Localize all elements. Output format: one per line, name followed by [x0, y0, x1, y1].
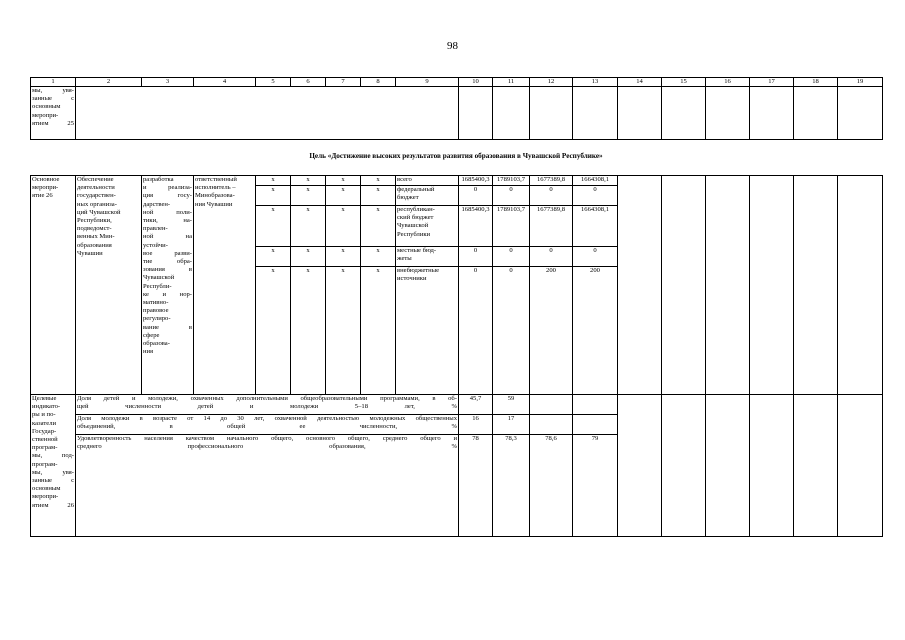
value-cell: 200	[573, 267, 618, 395]
value-cell: 59	[493, 395, 530, 415]
col-number: 17	[750, 78, 794, 87]
value-cell: 1789103,7	[493, 206, 530, 247]
code-cell: x	[361, 267, 396, 395]
funding-source: федеральный бюджет	[396, 186, 459, 206]
code-cell: x	[326, 186, 361, 206]
code-cell: x	[361, 247, 396, 267]
value-cell: 78,6	[530, 435, 573, 537]
code-cell: x	[326, 176, 361, 186]
continuation-row	[31, 87, 883, 140]
code-cell: x	[291, 186, 326, 206]
funding-source: всего	[396, 176, 459, 186]
code-cell: x	[361, 206, 396, 247]
col-number: 19	[838, 78, 883, 87]
value-cell: 1685400,3	[459, 206, 493, 247]
code-cell: x	[291, 247, 326, 267]
indicator-text: Доля детей и молодежи, охваченных дополнительными общеобразовательными программами, в об- щей численности детей и молодежи 5–18 лет, %	[76, 395, 459, 415]
value-cell: 45,7	[459, 395, 493, 415]
value-cell: 1664308,1	[573, 176, 618, 186]
code-cell: x	[361, 186, 396, 206]
col-number: 12	[530, 78, 573, 87]
col-number: 7	[326, 78, 361, 87]
indicator-row	[31, 395, 883, 415]
measure-code: Основное меропри- ятие 26	[31, 176, 76, 395]
indicator-text: Доля молодежи в возрасте от 14 до 30 лет, охваченной деятельностью молодежных общественных объединений, в общей ее численности, %	[76, 415, 459, 435]
indicator-text: Удовлетворенность населения качеством начального общего, основного общего, среднего общего и среднего профессионального образования, %	[76, 435, 459, 537]
column-number-row	[31, 78, 883, 87]
measure-name: Обеспечение деятельности государствен- ных организа- ций Чувашской Республики, подведомст- венных Мин- образования Чувашии	[76, 176, 142, 395]
funding-source: местные бюд- жеты	[396, 247, 459, 267]
continuation-label: мы, увя- занные с основным меропри- ятием 25	[31, 87, 76, 140]
col-number: 4	[194, 78, 256, 87]
value-cell: 0	[493, 267, 530, 395]
col-number: 16	[706, 78, 750, 87]
col-number: 13	[573, 78, 618, 87]
code-cell: x	[256, 176, 291, 186]
measure-executor: ответственный исполнитель – Минобразова- ния Чувашии	[194, 176, 256, 395]
value-cell: 78	[459, 435, 493, 537]
continuation-description	[76, 87, 459, 140]
value-cell: 79	[573, 435, 618, 537]
code-cell: x	[291, 267, 326, 395]
indicators-label-a: Целевые индикато- ры и по- казатели	[32, 395, 61, 427]
col-number: 5	[256, 78, 291, 87]
value-cell	[530, 415, 573, 435]
value-cell: 1677389,8	[530, 206, 573, 247]
code-cell: x	[291, 206, 326, 247]
col-number: 3	[142, 78, 194, 87]
goal-title: Цель «Достижение высоких результатов развития образования в Чувашской Республике»	[309, 152, 603, 160]
code-cell: x	[256, 247, 291, 267]
value-cell: 0	[573, 247, 618, 267]
value-cell	[573, 395, 618, 415]
code-cell: x	[291, 176, 326, 186]
value-cell: 0	[493, 247, 530, 267]
value-cell: 0	[459, 267, 493, 395]
col-number: 1	[31, 78, 76, 87]
col-number: 2	[76, 78, 142, 87]
col-number: 11	[493, 78, 530, 87]
value-cell: 1664308,1	[573, 206, 618, 247]
col-number: 9	[396, 78, 459, 87]
value-cell: 1685400,3	[459, 176, 493, 186]
value-cell: 200	[530, 267, 573, 395]
funding-source: внебюджетные источники	[396, 267, 459, 395]
value-cell: 0	[459, 247, 493, 267]
col-number: 8	[361, 78, 396, 87]
value-cell: 0	[530, 186, 573, 206]
code-cell: x	[326, 267, 361, 395]
code-cell: x	[256, 186, 291, 206]
code-cell: x	[256, 267, 291, 395]
code-cell: x	[326, 206, 361, 247]
col-number: 15	[662, 78, 706, 87]
value-cell: 1677389,8	[530, 176, 573, 186]
col-number: 18	[794, 78, 838, 87]
indicators-label	[31, 395, 76, 537]
value-cell: 0	[459, 186, 493, 206]
table-row	[31, 176, 883, 186]
value-cell: 16	[459, 415, 493, 435]
page-number: 98	[447, 40, 458, 52]
col-number: 6	[291, 78, 326, 87]
value-cell: 0	[573, 186, 618, 206]
value-cell: 0	[493, 186, 530, 206]
col-number: 14	[618, 78, 662, 87]
value-cell	[530, 395, 573, 415]
code-cell: x	[256, 206, 291, 247]
code-cell: x	[361, 176, 396, 186]
measure-activity: разработка и реализа- ция госу- дарствен- ной поли- тики, на- правлен- ной на устойчи- вое разви- тие обра- зования в Чувашской Республи- ке и нор- мативно- правовое регулиро- вание в сфере образова- ния	[142, 176, 194, 395]
header-table	[30, 77, 883, 140]
indicators-label-b: Государ- ственной програм- мы, под- програм- мы, увя- занные с основным меропри- ятием 26	[32, 427, 74, 509]
value-cell: 17	[493, 415, 530, 435]
value-cell: 78,3	[493, 435, 530, 537]
value-cell: 1789103,7	[493, 176, 530, 186]
value-cell: 0	[530, 247, 573, 267]
measure-table	[30, 175, 883, 537]
col-number: 10	[459, 78, 493, 87]
value-cell	[573, 415, 618, 435]
code-cell: x	[326, 247, 361, 267]
funding-source: республикан- ский бюджет Чувашской Республики	[396, 206, 459, 247]
